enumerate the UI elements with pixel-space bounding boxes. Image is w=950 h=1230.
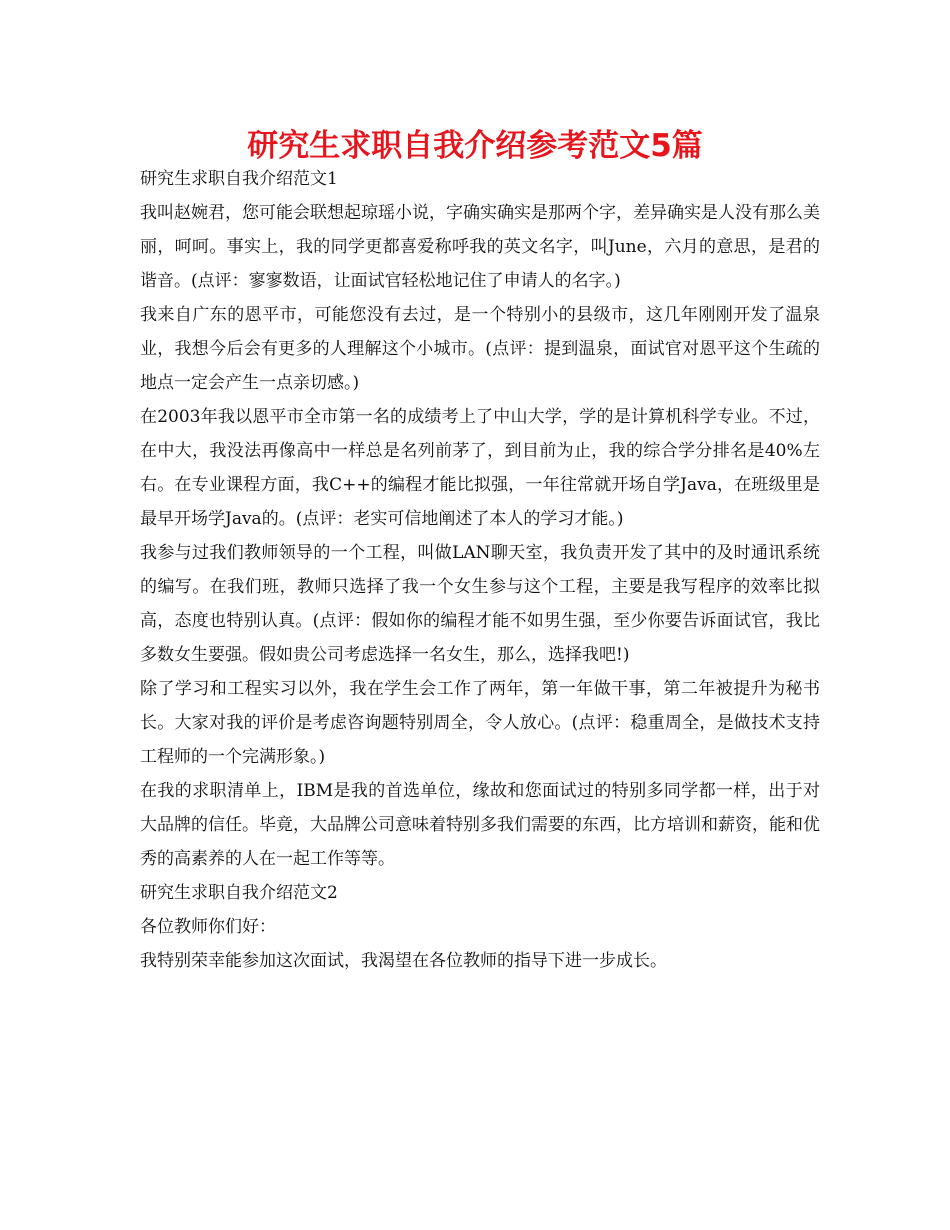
body-paragraph: 在2003年我以恩平市全市第一名的成绩考上了中山大学，学的是计算机科学专业。不过，在中大，我没法再像高中一样总是名列前茅了，到目前为止，我的综合学分排名是40%左右。在专业课程方面，我C++的编程才能比拟强，一年往常就开场自学Java，在班级里是最早开场学Java的。(点评：老实可信地阐述了本人的学习才能。) [140,407,820,529]
salutation: 各位教师你们好： [140,917,276,937]
body-paragraph: 在我的求职清单上，IBM是我的首选单位，缘故和您面试过的特别多同学都一样，出于对大品牌的信任。毕竟，大品牌公司意味着特别多我们需要的东西，比方培训和薪资，能和优秀的高素养的人在一起工作等等。 [140,781,820,869]
section-heading: 研究生求职自我介绍范文2 [140,883,338,903]
body-paragraph: 我来自广东的恩平市，可能您没有去过，是一个特别小的县级市，这几年刚刚开发了温泉业，我想今后会有更多的人理解这个小城市。(点评：提到温泉，面试官对恩平这个生疏的地点一定会产生一点亲切感。) [140,305,820,393]
body-paragraph: 我特别荣幸能参加这次面试，我渴望在各位教师的指导下进一步成长。 [140,951,667,971]
body-paragraph: 除了学习和工程实习以外，我在学生会工作了两年，第一年做干事，第二年被提升为秘书长。大家对我的评价是考虑咨询题特别周全，令人放心。(点评：稳重周全，是做技术支持工程师的一个完满形象。) [140,679,820,767]
body-paragraph: 我参与过我们教师领导的一个工程，叫做LAN聊天室，我负责开发了其中的及时通讯系统的编写。在我们班，教师只选择了我一个女生参与这个工程，主要是我写程序的效率比拟高，态度也特别认真。(点评：假如你的编程才能不如男生强，至少你要告诉面试官，我比多数女生要强。假如贵公司考虑选择一名女生，那么，选择我吧!) [140,543,820,665]
body-paragraph: 我叫赵婉君，您可能会联想起琼瑶小说，字确实确实是那两个字，差异确实是人没有那么美丽，呵呵。事实上，我的同学更都喜爱称呼我的英文名字，叫June，六月的意思，是君的谐音。(点评：寥寥数语，让面试官轻松地记住了申请人的名字。) [140,203,820,291]
document-body [140,162,820,978]
section-heading: 研究生求职自我介绍范文1 [140,169,338,189]
document-title: 研究生求职自我介绍参考范文5篇 [247,128,703,164]
